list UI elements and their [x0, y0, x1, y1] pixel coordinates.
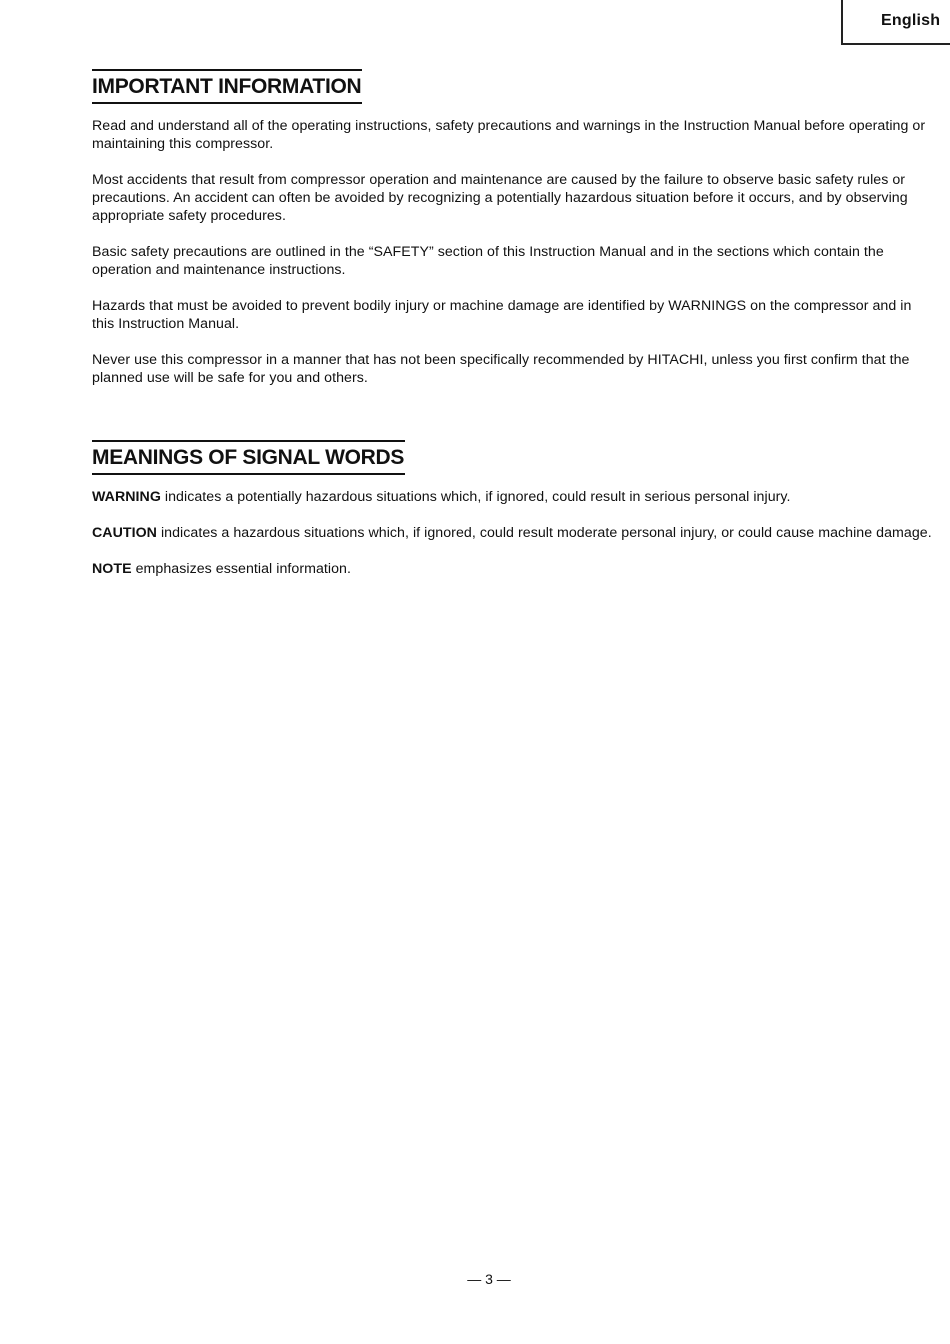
language-label: English — [881, 12, 941, 29]
important-paragraph-4: Hazards that must be avoided to prevent bodily injury or machine damage are identified by WARNINGS on the compressor and in this Instruction Manual. — [92, 298, 912, 332]
signal-word-note — [92, 560, 934, 578]
important-paragraph-1: Read and understand all of the operating instructions, safety precautions and warnings in the Instruction Manual before operating or maintaining this compressor. — [92, 118, 926, 152]
signal-word-warning — [92, 488, 934, 506]
caution-definition: indicates a hazardous situations which, if ignored, could result moderate personal injury, or could cause machine damage. — [156, 525, 932, 541]
signal-words-section — [92, 440, 934, 596]
warning-term: WARNING — [92, 489, 161, 505]
important-paragraph-2: Most accidents that result from compressor operation and maintenance are caused by the failure to observe basic safety rules or precautions. An accident can often be avoided by recognizing a potentially hazardous situation before it occurs, and by observing appropriate safety procedures. — [92, 172, 908, 224]
note-definition: emphasizes essential information. — [131, 561, 351, 577]
note-term: NOTE — [92, 561, 132, 577]
signal-words-heading: MEANINGS OF SIGNAL WORDS — [92, 440, 405, 475]
page-number: — 3 — — [467, 1271, 511, 1287]
important-paragraph-5: Never use this compressor in a manner that has not been specifically recommended by HITACHI, unless you first confirm that the planned use will be safe for you and others. — [92, 352, 910, 386]
language-tab — [841, 0, 950, 45]
important-information-heading: IMPORTANT INFORMATION — [92, 69, 362, 104]
important-paragraph-3: Basic safety precautions are outlined in the “SAFETY” section of this Instruction Manual and in the sections which contain the operation and maintenance instructions. — [92, 244, 884, 278]
caution-term: CAUTION — [92, 525, 157, 541]
important-information-section — [92, 69, 934, 405]
signal-word-caution — [92, 524, 934, 542]
warning-definition: indicates a potentially hazardous situations which, if ignored, could result in serious personal injury. — [160, 489, 791, 505]
